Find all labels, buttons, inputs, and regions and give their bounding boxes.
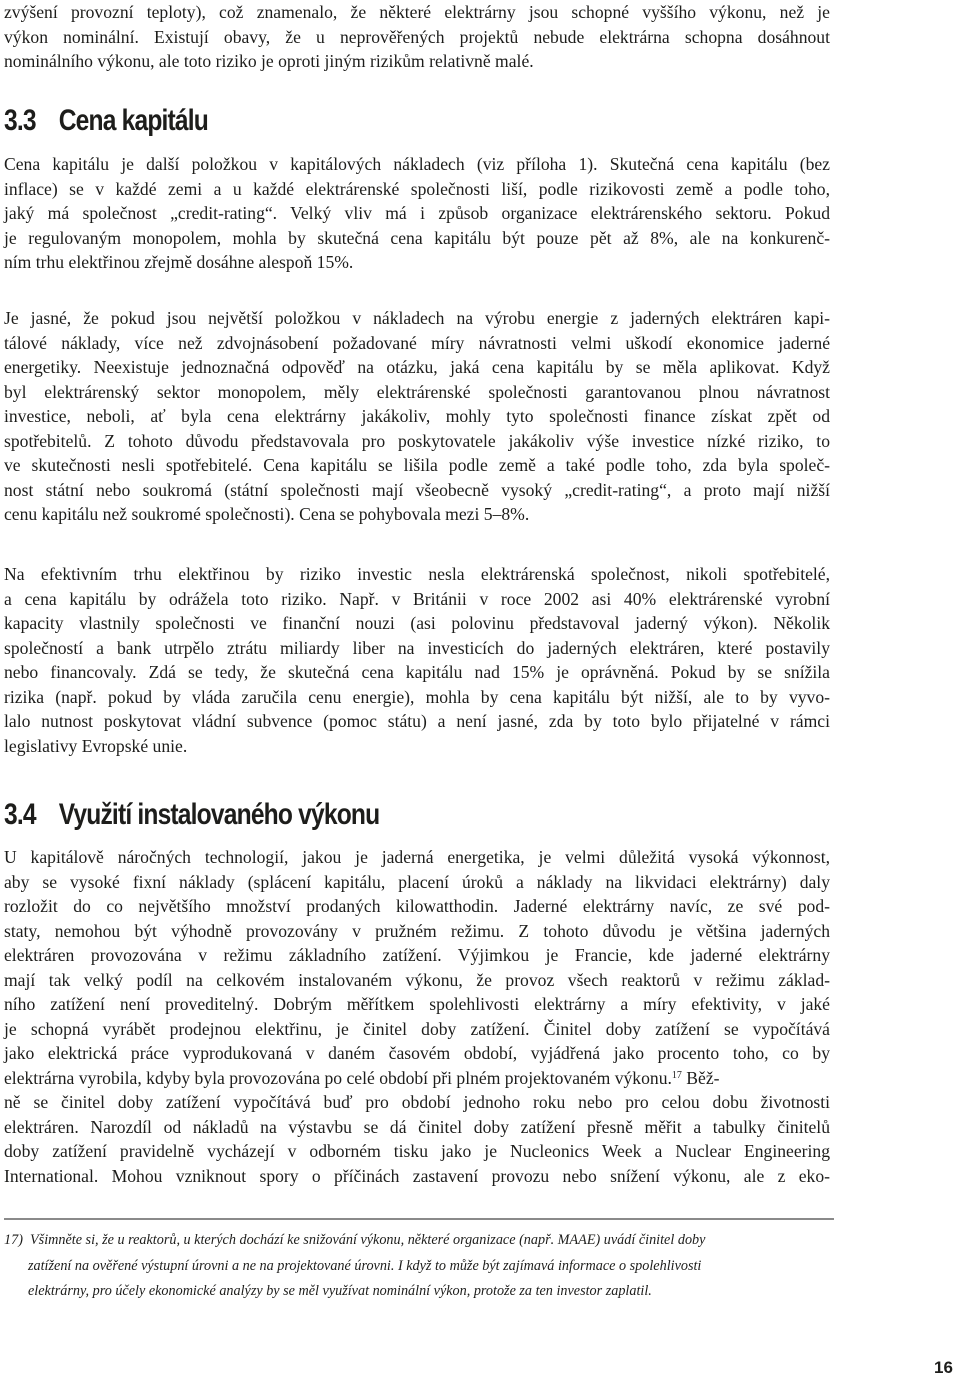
text-line: jaký má společnost „credit-rating“. Velký vliv má i způsob organizace elektrárenského sektoru. Pokud [4, 203, 830, 223]
text-line: ně se činitel doby zatížení vypočítává buď pro období jednoho roku nebo pro celou dobu životnosti [4, 1092, 830, 1112]
text-line: International. Mohou vzniknout spory o příčinách zastavení provozu nebo snížení výkonu, ale z eko- [4, 1165, 830, 1186]
text-line: aby se vysoké fixní náklady (splácení kapitálu, placení úroků a náklady na likvidaci elektrárny) daly [4, 871, 830, 892]
section-heading-3-4 [4, 798, 379, 832]
text-line: U kapitálově náročných technologií, jakou je jaderná energetika, je velmi důležitá vysoká výkonnost, [4, 847, 830, 867]
text-line: energetiky. Neexistuje jednoznačná odpověď na otázku, jaká cena kapitálu by se měla aplikovat. Když [4, 357, 830, 377]
text-line: je schopná vyrábět prodejnou elektřinu, je činitel doby zatížení. Činitel doby zatížení se vypočítává [4, 1018, 830, 1039]
text-segment: elektrárna vyrobila, kdyby byla provozována po celé období při plném projektovaném výkonu. [4, 1067, 672, 1088]
text-line: zvýšení provozní teploty), což znamenalo, že některé elektrárny jsou schopné vyššího výkonu, než je [4, 2, 830, 22]
text-line: spotřebitelů. Z tohoto důvodu představovala pro poskytovatele jakákoliv výše investice nízké riziko, to [4, 430, 830, 451]
text-line: ního zatížení není proveditelný. Dobrým měřítkem spolehlivosti elektrárny a míry efektivity, v jaké [4, 994, 830, 1014]
text-line: kapacity vlastnily společnosti ve finanční nouzi (asi polovinu představoval jaderný výkon). Několik [4, 613, 830, 633]
text-line: Je jasné, že pokud jsou největší položkou v nákladech na výrobu energie z jaderných elektráren kapi- [4, 308, 830, 328]
footnote-line: zatížení na ověřené výstupní úrovni a ne na projektované úrovni. I když to může být zajímavá informace o spolehlivosti [28, 1257, 702, 1274]
text-line: legislativy Evropské unie. [4, 735, 188, 756]
text-line: doby zatížení pravidelně vycházejí v odborném tisku jako je Nucleonics Week a Nuclear Engineering [4, 1141, 830, 1161]
text-line: a cena kapitálu by odrážela toto riziko. Např. v Británii v roce 2002 asi 40% elektrárenské vyrobní [4, 588, 830, 609]
paragraph-cost-of-capital-3 [4, 562, 830, 758]
text-line: cenu kapitálu než soukromé společnosti). Cena se pohybovala mezi 5–8%. [4, 504, 530, 524]
page-number: 16 [934, 1358, 953, 1377]
text-line: rozložit do co největšího množství prodaných kilowatthodin. Jaderné elektrárny navíc, ze své pod- [4, 896, 830, 916]
text-line: inflace) se v každé zemi a u každé elektrárenské společnosti liší, podle rizikovosti země a podle toho, [4, 178, 830, 199]
text-segment: Běž- [681, 1067, 720, 1088]
footnote-reference[interactable]: 17 [671, 1069, 682, 1081]
paragraph-cost-of-capital-2 [4, 306, 830, 527]
text-line: elektráren provozována v režimu základního zatížení. Výjimkou je Francie, kde jaderné elektrárny [4, 945, 830, 965]
footnote-17 [4, 1228, 830, 1305]
footnote-text: Všimněte si, že u reaktorů, u kterých dochází ke snižování výkonu, některé organizace (např. MAAE) uvádí činitel doby [30, 1232, 706, 1248]
text-line: mají tak velký podíl na celkovém instalovaném výkonu, že provoz všech reaktorů v režimu základ- [4, 969, 830, 990]
paragraph-capacity-utilization [4, 845, 830, 1188]
text-line: rizika (např. pokud by vláda zaručila cenu energie), mohla by cena kapitálu být nižší, ale to by vyvo- [4, 686, 830, 707]
text-line: tálové náklady, více než zdvojnásobení požadované míry návratnosti velmi uškodí ekonomice jaderné [4, 332, 830, 353]
text-line: nost státní nebo soukromá (státní společnosti mají všeobecně vysoký „credit-rating“, a proto mají nižší [4, 479, 830, 500]
text-line: nebo financovaly. Zdá se tedy, že skutečná cena kapitálu nad 15% je oprávněná. Pokud by se snížila [4, 662, 830, 682]
footnote-number: 17) [4, 1232, 23, 1248]
text-line: jako elektrická práce vyprodukovaná v daném časovém období, vyjádřená jako procento toho, co by [4, 1043, 830, 1063]
text-line: ve skutečnosti nesli spotřebitelé. Cena kapitálu se lišila podle země a také podle toho, zda byla společ- [4, 455, 830, 475]
text-line [4, 1066, 830, 1091]
text-line: investice, neboli, ať byla cena elektrárny jakákoliv, mohly tyto společnosti finance získat zpět od [4, 406, 830, 426]
text-line: společností a bank utrpělo ztrátu miliardy liber na investicích do jaderných elektráren, které postavily [4, 637, 830, 658]
footnote-line [4, 1228, 830, 1254]
footnote-divider [4, 1218, 834, 1220]
text-line: je regulovaným monopolem, mohla by skutečná cena kapitálu být pouze pět až 8%, ale na konkurenč- [4, 227, 830, 248]
text-line: nominálního výkonu, ale toto riziko je oproti jiným rizikům relativně malé. [4, 51, 534, 71]
paragraph-intro [4, 0, 830, 74]
section-number: 3.4 [4, 798, 36, 831]
text-line: staty, nemohou být výhodně provozovány v pružném režimu. Z tohoto důvodu je většina jaderných [4, 920, 830, 941]
text-line: ním trhu elektřinou zřejmě dosáhne alespoň 15%. [4, 252, 354, 272]
section-number: 3.3 [4, 104, 36, 137]
text-line: Cena kapitálu je další položkou v kapitálových nákladech (viz příloha 1). Skutečná cena kapitálu (bez [4, 154, 830, 174]
text-line: elektráren. Narozdíl od nákladů na výstavbu se dá činitel doby zatížení přesně měřit a tabulky činitelů [4, 1116, 830, 1137]
footnote-line: elektrárny, pro účely ekonomické analýzy by se měl využívat nominální výkon, protože za ten investor zaplatil. [28, 1283, 652, 1299]
text-line: Na efektivním trhu elektřinou by riziko investic nesla elektrárenská společnost, nikoli spotřebitelé, [4, 564, 830, 584]
text-line: byl elektrárenský sektor monopolem, měly elektrárenské společnosti garantovanou plnou návratnost [4, 381, 830, 402]
section-title: Využití instalovaného výkonu [58, 798, 380, 831]
text-line: výkon nominální. Existují obavy, že u neprověřených projektů nebude elektrárna schopna dosáhnout [4, 26, 830, 47]
section-heading-3-3 [4, 104, 208, 138]
section-title: Cena kapitálu [58, 104, 209, 137]
text-line: lalo nutnost poskytovat vládní subvence (pomoc státu) a není jasné, zda by toto bylo přijatelné v rámci [4, 711, 830, 731]
paragraph-cost-of-capital-1 [4, 152, 830, 275]
